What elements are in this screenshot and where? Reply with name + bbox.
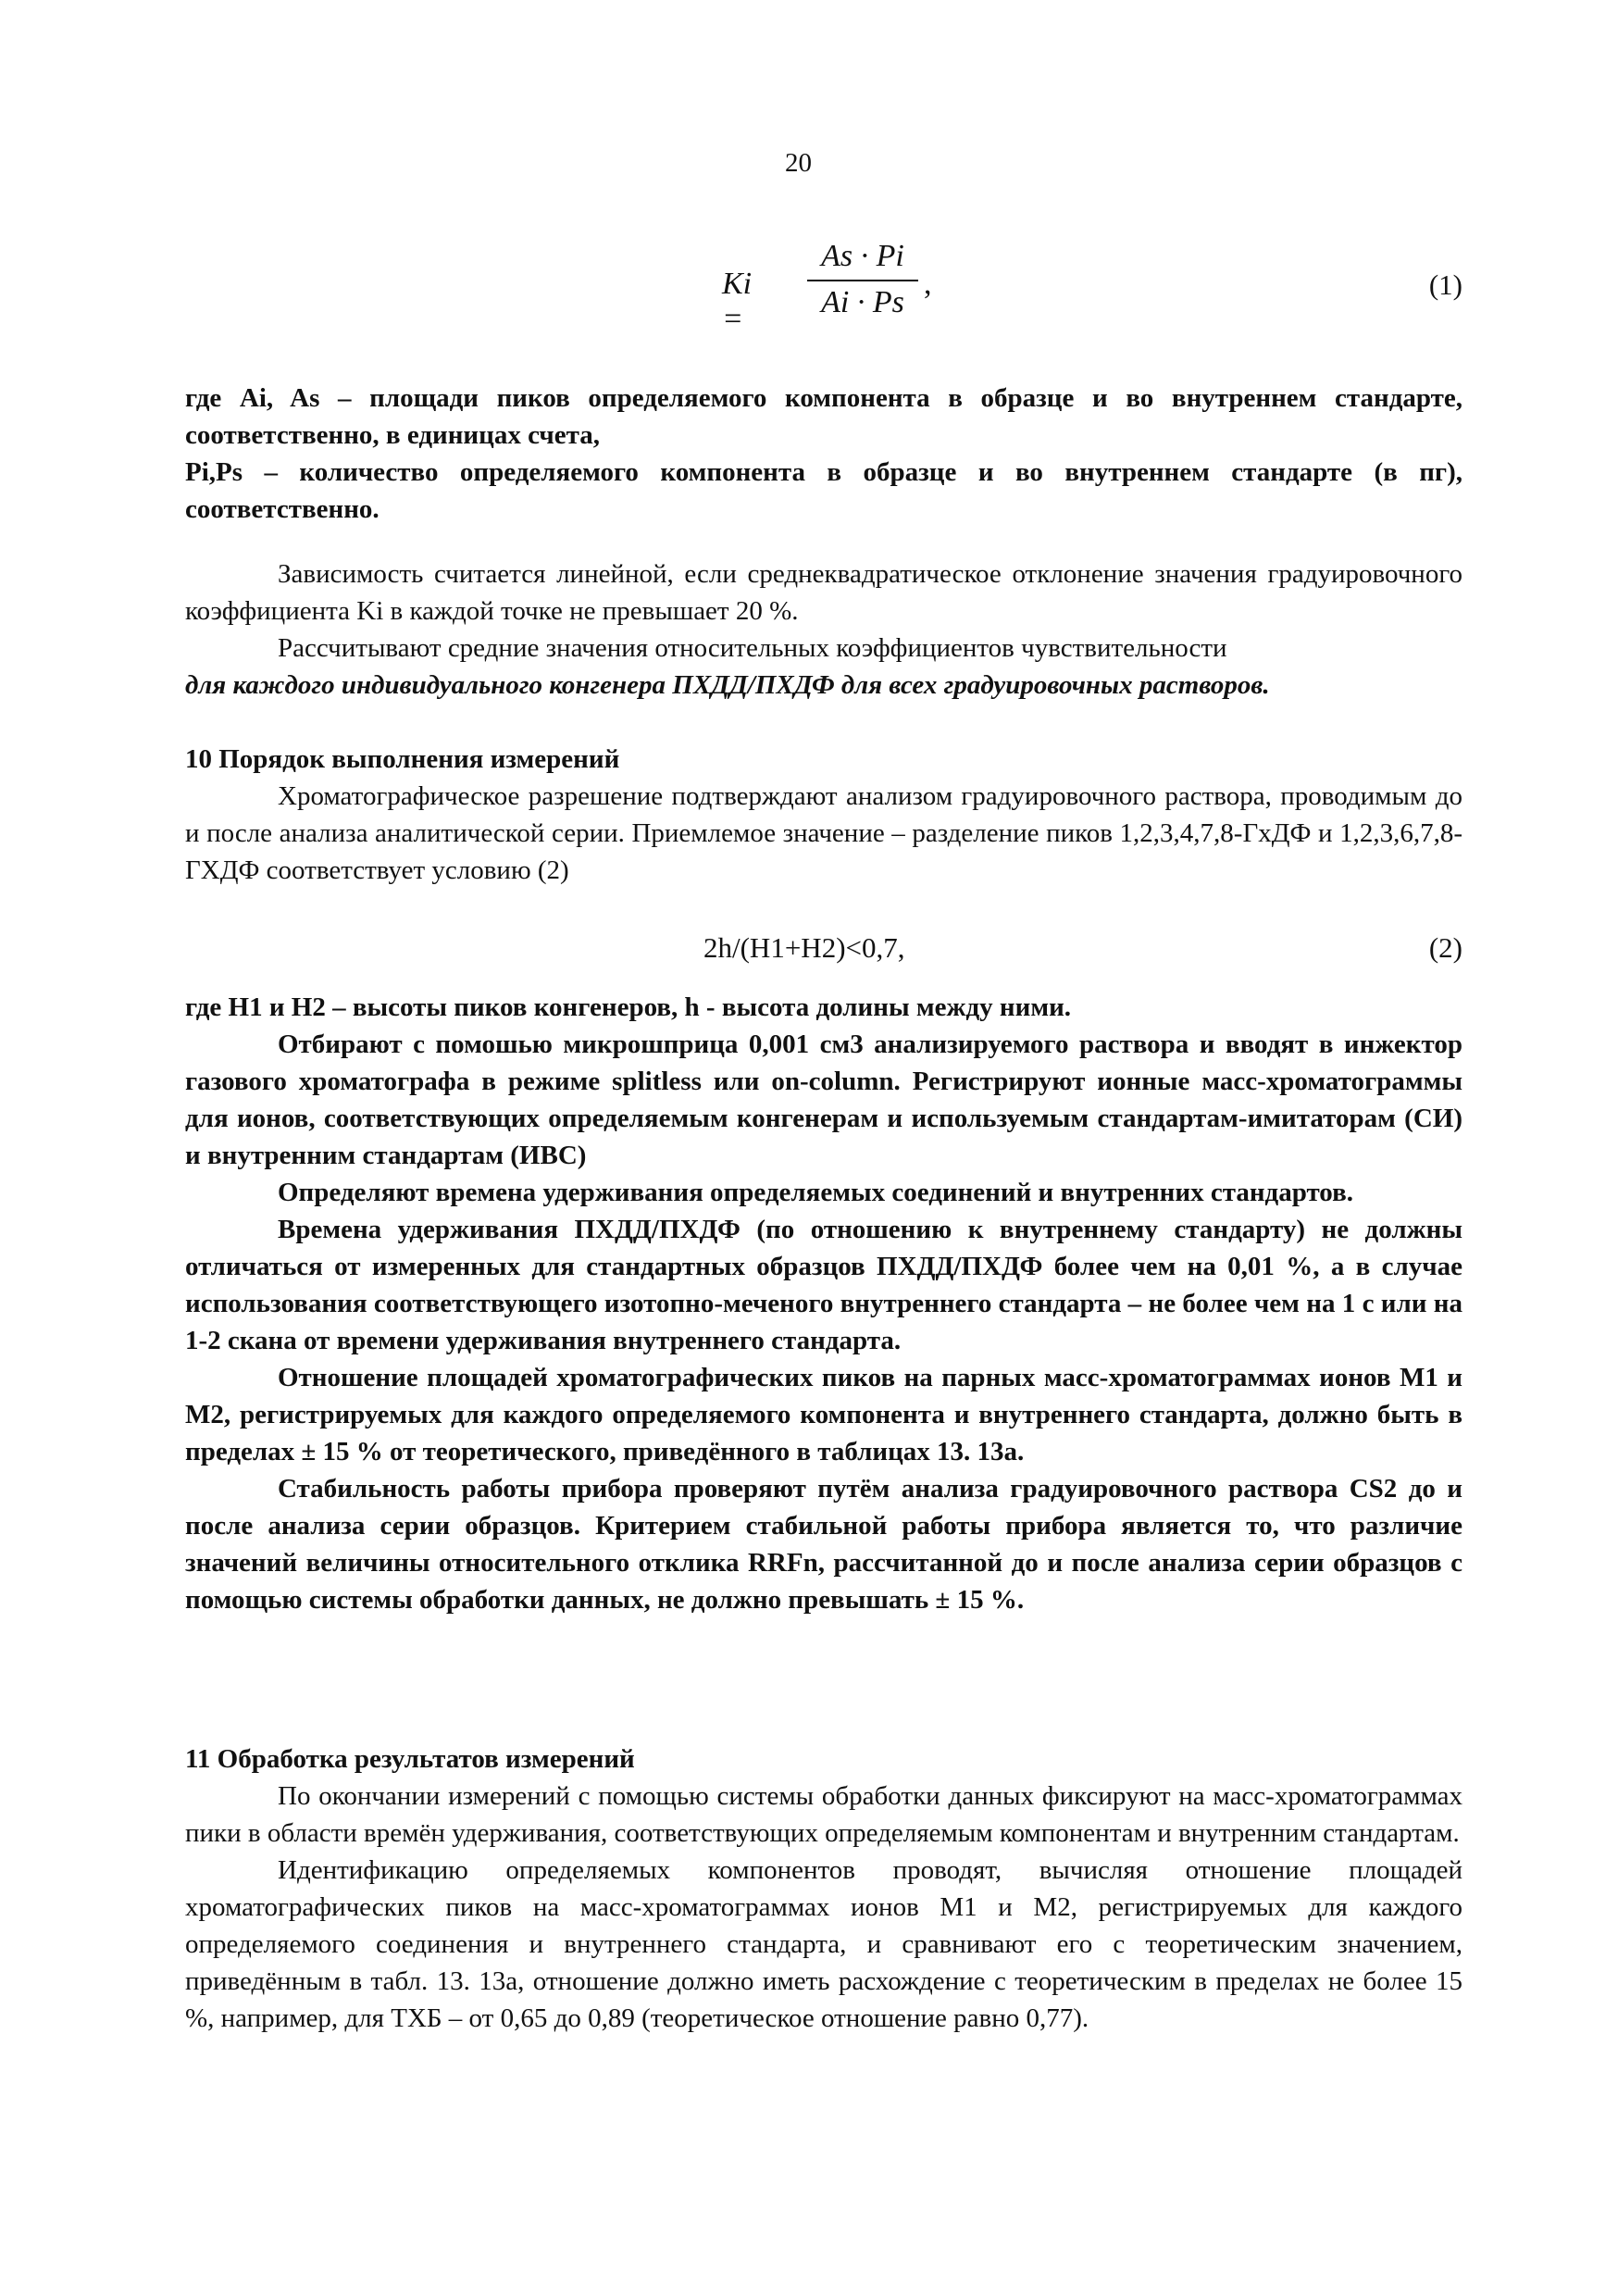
section-10-paragraph-6: Отношение площадей хроматографических пиков на парных масс-хроматограммах ионов M1 и M2, регистрируемых для каждого определяемого компонента и внутреннего стандарта, должно быть в пределах ± 15 % от теоретического, приведённого в таблицах 13. 13а. <box>185 1363 1462 1466</box>
section-10-paragraph-7: Стабильность работы прибора проверяют путём анализа градуировочного раствора CS2 до и после анализа серии образцов. Критерием стабильной работы прибора является то, что различие значений величины относительного отклика RRFn, рассчитанной до и после анализа серии образцов с помощью системы обработки данных, не должно превышать ± 15 %. <box>185 1474 1462 1615</box>
formula-2 <box>185 926 1462 972</box>
section-11 <box>185 1741 1462 2037</box>
section-10-paragraph-4: Определяют времена удерживания определяемых соединений и внутренних стандартов. <box>278 1178 1353 1207</box>
formula-1-lhs: Ki = <box>722 267 753 336</box>
paragraph-average-1: Рассчитывают средние значения относительных коэффициентов чувствительности <box>278 633 1227 663</box>
formula-1-denominator: Ai · Ps <box>821 285 904 319</box>
formula-2-expression: 2h/(H1+H2)<0,7, <box>703 931 905 964</box>
section-11-paragraph-1: По окончании измерений с помощью системы обработки данных фиксируют на масс-хроматограммах пики в области времён удерживания, соответствующих определяемым компонентам и внутренним стандартам. <box>185 1781 1462 1848</box>
definition-2: Pi,Ps – количество определяемого компонента в образце и во внутреннем стандарте (в пг), соответственно. <box>185 457 1462 524</box>
section-11-heading: 11 Обработка результатов измерений <box>185 1744 635 1774</box>
formula-1-numerator: As · Pi <box>821 239 904 273</box>
paragraph-linearity: Зависимость считается линейной, если среднеквадратическое отклонение значения градуировочного коэффициента Ki в каждой точке не превышает 20 %. <box>185 559 1462 626</box>
section-10-body <box>185 989 1462 1618</box>
definitions <box>185 380 1462 528</box>
page-number: 20 <box>785 148 812 178</box>
formula-2-number: (2) <box>1428 931 1462 964</box>
definition-1: где Ai, As – площади пиков определяемого компонента в образце и во внутреннем стандарте, соответственно, в единицах счета, <box>185 383 1462 450</box>
paragraph-average-2: для каждого индивидуального конгенера ПХДД/ПХДФ для всех градуировочных растворов. <box>185 670 1270 700</box>
calibration-text <box>185 555 1462 704</box>
formula-1 <box>185 239 1462 341</box>
section-10-paragraph-1: Хроматографическое разрешение подтверждают анализом градуировочного раствора, проводимым до и после анализа аналитической серии. Приемлемое значение – разделение пиков 1,2,3,4,7,8-ГхДФ и 1,2,3,6,7,8-ГХДФ соответствует условию (2) <box>185 781 1462 885</box>
section-10 <box>185 741 1462 889</box>
section-10-paragraph-3: Отбирают с помошью микрошприца 0,001 см3 анализируемого раствора и вводят в инжектор газового хроматографа в режиме splitless или on-column. Регистрируют ионные масс-хроматограммы для ионов, соответствующих определяемым конгенерам и используемым стандартам-имитаторам (СИ) и внутренним стандартам (ИВС) <box>185 1029 1462 1170</box>
section-11-paragraph-2: Идентификацию определяемых компонентов проводят, вычисляя отношение площадей хроматографических пиков на масс-хроматограммах ионов M1 и M2, регистрируемых для каждого определяемого соединения и внутреннего стандарта, и сравнивают его с теоретическим значением, приведённым в табл. 13. 13а, отношение должно иметь расхождение с теоретическим в пределах не более 15 %, например, для ТХБ – от 0,65 до 0,89 (теоретическое отношение равно 0,77). <box>185 1855 1462 2033</box>
section-10-heading: 10 Порядок выполнения измерений <box>185 744 620 774</box>
section-10-paragraph-2: где H1 и H2 – высоты пиков конгенеров, h - высота долины между ними. <box>185 992 1072 1022</box>
fraction-bar <box>807 280 918 281</box>
section-10-paragraph-5: Времена удерживания ПХДД/ПХДФ (по отношению к внутреннему стандарту) не должны отличаться от измеренных для стандартных образцов ПХДД/ПХДФ более чем на 0,01 %, а в случае использования соответствующего изотопно-меченого внутреннего стандарта – не более чем на 1 с или на 1-2 скана от времени удерживания внутреннего стандарта. <box>185 1215 1462 1355</box>
formula-1-number: (1) <box>1428 268 1462 301</box>
formula-1-comma: , <box>924 267 932 301</box>
